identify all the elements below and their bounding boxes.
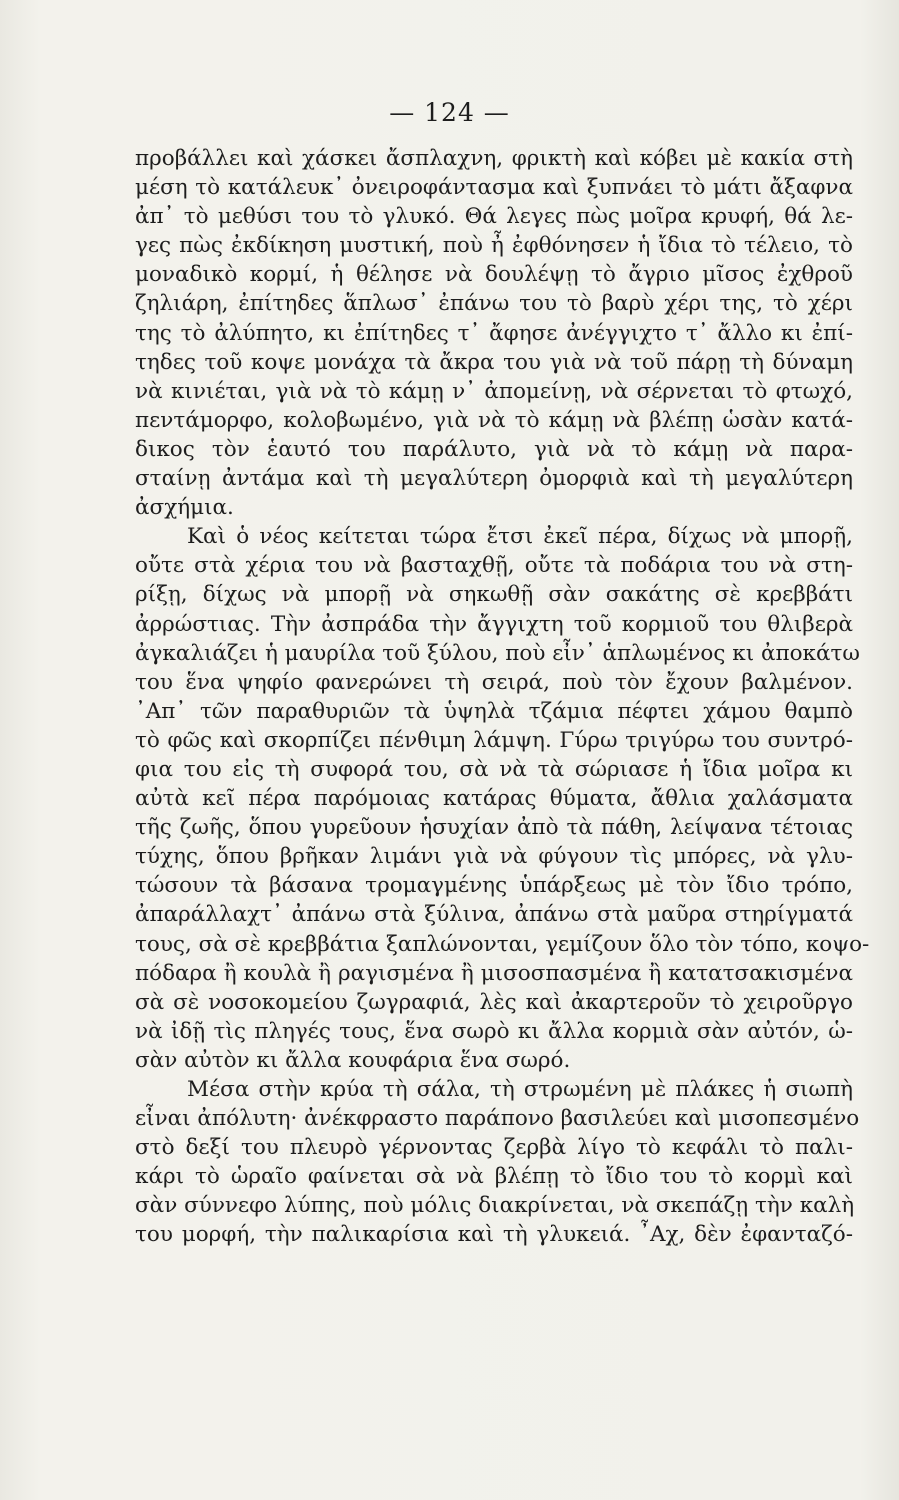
text-line: Μέσα στὴν κρύα τὴ σάλα, τὴ στρωμένη μὲ πλάκες ἡ σιωπὴ bbox=[187, 1077, 853, 1102]
text-line: κάρι τὸ ὡραῖο φαίνεται σὰ νὰ βλέπῃ τὸ ἴδιο του τὸ κορμὶ καὶ bbox=[135, 1164, 853, 1190]
text-line: εἶναι ἀπόλυτη· ἀνέκφραστο παράπονο βασιλεύει καὶ μισοπεσμένο bbox=[135, 1106, 860, 1132]
page-number: — 124 — bbox=[389, 98, 510, 127]
text-line: της τὸ ἀλύπητο, κι ἐπίτηδες τ᾽ ἄφησε ἀνέγγιχτο τ᾽ ἄλλο κι ἐπί- bbox=[135, 320, 853, 346]
body-text bbox=[135, 144, 870, 1250]
text-line: προβάλλει καὶ χάσκει ἄσπλαχνη, φρικτὴ καὶ κόβει μὲ κακία στὴ bbox=[135, 146, 853, 171]
text-line: του ἕνα ψηφίο φανερώνει τὴ σειρά, ποὺ τὸν ἔχουν βαλμένον. bbox=[135, 669, 853, 695]
text-line: μέση τὸ κατάλευκ᾽ ὀνειροφάντασμα καὶ ξυπνάει τὸ μάτι ἄξαφνα bbox=[135, 175, 853, 201]
text-line: νὰ ἰδῇ τὶς πληγές τους, ἕνα σωρὸ κι ἄλλα κορμιὰ σὰν αὐτόν, ὡ- bbox=[135, 1018, 853, 1044]
text-line: ἀσχήμια. bbox=[135, 495, 234, 521]
text-line: ἀγκαλιάζει ἡ μαυρίλα τοῦ ξύλου, ποὺ εἶν᾽ ἁπλωμένος κι ἀποκάτω bbox=[135, 640, 860, 666]
text-line: τους, σὰ σὲ κρεββάτια ξαπλώνονται, γεμίζουν ὅλο τὸν τόπο, κοψο- bbox=[135, 931, 870, 957]
text-line: φια του εἰς τὴ συφορά του, σὰ νὰ τὰ σώριασε ἡ ἴδια μοῖρα κι bbox=[135, 756, 853, 782]
paragraph bbox=[135, 1075, 860, 1250]
text-line: του μορφή, τὴν παλικαρίσια καὶ τὴ γλυκειά. ῏Αχ, δὲν ἐφανταζό- bbox=[135, 1222, 853, 1248]
text-line: στὸ δεξί του πλευρὸ γέρνοντας ζερβὰ λίγο τὸ κεφάλι τὸ παλι- bbox=[135, 1135, 853, 1161]
text-line: σὰν σύννεφο λύπης, ποὺ μόλις διακρίνεται, νὰ σκεπάζῃ τὴν καλὴ bbox=[135, 1193, 855, 1219]
text-line: ᾿Απ᾽ τῶν παραθυριῶν τὰ ὑψηλὰ τζάμια πέφτει χάμου θαμπὸ bbox=[135, 698, 853, 724]
text-line: ζηλιάρη, ἐπίτηδες ἅπλωσ᾽ ἐπάνω του τὸ βαρὺ χέρι της, τὸ χέρι bbox=[135, 291, 853, 317]
text-line: νὰ κινιέται, γιὰ νὰ τὸ κάμῃ ν᾽ ἀπομείνῃ, νὰ σέρνεται τὸ φτωχό, bbox=[135, 378, 853, 404]
text-line: ἀπαράλλαχτ᾽ ἀπάνω στὰ ξύλινα, ἀπάνω στὰ μαῦρα στηρίγματά bbox=[135, 902, 853, 928]
text-line: πόδαρα ἢ κουλὰ ἢ ραγισμένα ἢ μισοσπασμένα ἢ κατατσακισμένα bbox=[135, 960, 853, 986]
text-line: τὸ φῶς καὶ σκορπίζει πένθιμη λάμψη. Γύρω τριγύρω του συντρό- bbox=[135, 727, 853, 753]
paragraph bbox=[135, 144, 853, 522]
text-line: μοναδικὸ κορμί, ἡ θέλησε νὰ δουλέψῃ τὸ ἄγριο μῖσος ἐχθροῦ bbox=[135, 262, 853, 288]
text-line: τηδες τοῦ κοψε μονάχα τὰ ἄκρα του γιὰ νὰ τοῦ πάρῃ τὴ δύναμη bbox=[135, 349, 853, 375]
text-line: οὔτε στὰ χέρια του νὰ βασταχθῇ, οὔτε τὰ ποδάρια του νὰ στη- bbox=[135, 553, 853, 579]
text-line: ἀπ᾽ τὸ μεθύσι του τὸ γλυκό. Θά λεγες πὼς μοῖρα κρυφή, θά λε- bbox=[135, 204, 853, 230]
text-line: Καὶ ὁ νέος κείτεται τώρα ἔτσι ἐκεῖ πέρα, δίχως νὰ μπορῇ, bbox=[187, 524, 853, 550]
text-line: τῆς ζωῆς, ὅπου γυρεῦουν ἡσυχίαν ἀπὸ τὰ πάθη, λείψανα τέτοιας bbox=[135, 815, 853, 841]
text-line: πεντάμορφο, κολοβωμένο, γιὰ νὰ τὸ κάμῃ νὰ βλέπῃ ὡσὰν κατά- bbox=[135, 407, 853, 433]
text-line: γες πὼς ἐκδίκηση μυστική, ποὺ ἦ ἐφθόνησεν ἡ ἴδια τὸ τέλειο, τὸ bbox=[135, 233, 853, 259]
text-line: αὐτὰ κεῖ πέρα παρόμοιας κατάρας θύματα, ἄθλια χαλάσματα bbox=[135, 786, 853, 812]
paragraph bbox=[135, 522, 870, 1075]
text-line: τώσουν τὰ βάσανα τρομαγμένης ὑπάρξεως μὲ τὸν ἴδιο τρόπο, bbox=[135, 873, 853, 899]
text-line: ἀρρώστιας. Τὴν ἀσπράδα τὴν ἄγγιχτη τοῦ κορμιοῦ του θλιβερὰ bbox=[135, 611, 853, 637]
text-line: δικος τὸν ἑαυτό του παράλυτο, γιὰ νὰ τὸ κάμῃ νὰ παρα- bbox=[135, 436, 853, 462]
text-line: σταίνῃ ἀντάμα καὶ τὴ μεγαλύτερη ὀμορφιὰ καὶ τὴ μεγαλύτερη bbox=[135, 466, 853, 492]
text-line: ρίξῃ, δίχως νὰ μπορῇ νὰ σηκωθῇ σὰν σακάτης σὲ κρεββάτι bbox=[135, 582, 853, 608]
text-line: σὰν αὐτὸν κι ἄλλα κουφάρια ἕνα σωρό. bbox=[135, 1047, 571, 1073]
text-line: σὰ σὲ νοσοκομείου ζωγραφιά, λὲς καὶ ἀκαρτεροῦν τὸ χειροῦργο bbox=[135, 989, 853, 1015]
text-line: τύχης, ὅπου βρῆκαν λιμάνι γιὰ νὰ φύγουν τὶς μπόρες, νὰ γλυ- bbox=[135, 844, 853, 870]
